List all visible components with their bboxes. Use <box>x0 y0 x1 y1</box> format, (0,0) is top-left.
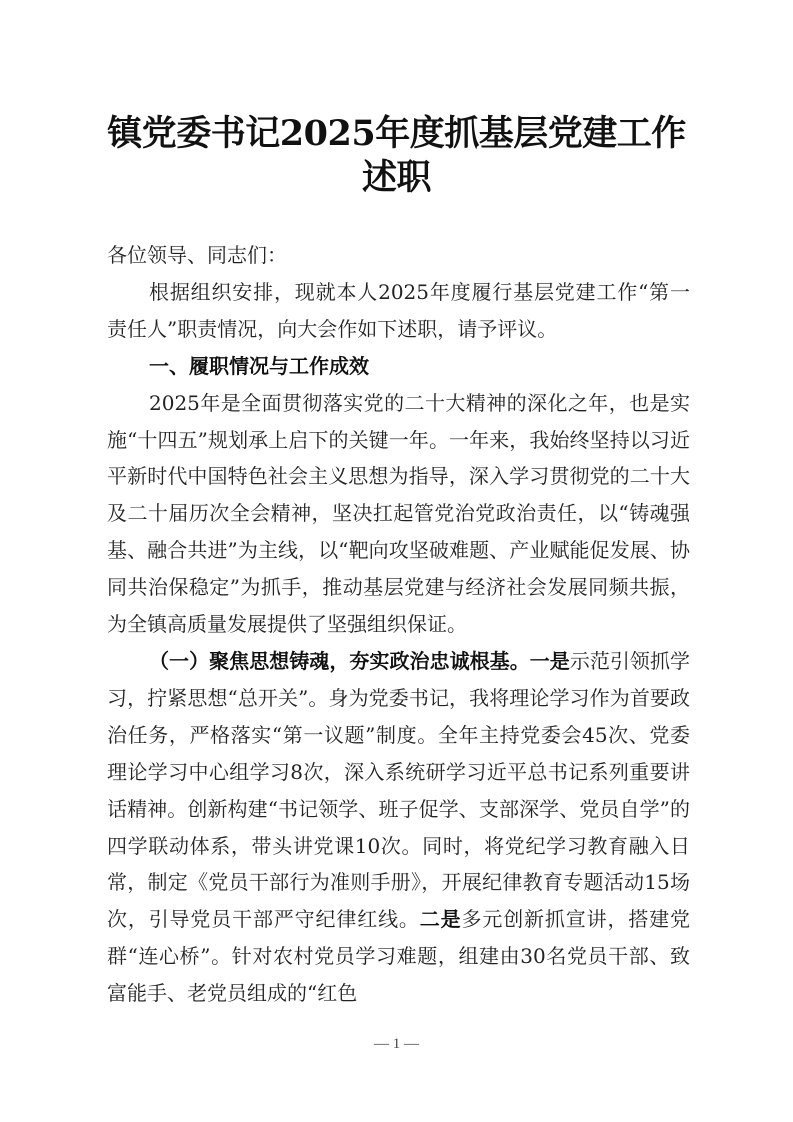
intro-paragraph: 根据组织安排，现就本人2025年度履行基层党建工作“第一责任人”职责情况，向大会作如下述职，请予评议。 <box>107 279 690 341</box>
salutation: 各位领导、同志们： <box>107 243 287 267</box>
subsection-paragraph <box>107 643 690 1012</box>
point-label: 一是 <box>529 648 570 673</box>
section-heading: 一、履职情况与工作成效 <box>149 353 369 378</box>
section-paragraph: 2025年是全面贯彻落实党的二十大精神的深化之年，也是实施“十四五”规划承上启下的关键一年。一年来，我始终坚持以习近平新时代中国特色社会主义思想为指导，深入学习贯彻党的二十大及二十届历次全会精神，坚决扛起管党治党政治责任，以“铸魂强基、融合共进”为主线，以“靶向攻坚破难题、产业赋能促发展、协同共治保稳定”为抓手，推动基层党建与经济社会发展同频共振，为全镇高质量发展提供了坚强组织保证。 <box>107 390 690 637</box>
point-label: 二是 <box>419 907 462 932</box>
document-body <box>107 237 690 1012</box>
point-text: 示范引领抓学习，拧紧思想“总开关”。身为党委书记，我将理论学习作为首要政治任务，严格落实“第一议题”制度。全年主持党委会45次、党委理论学习中心组学习8次，深入系统研学习近平总书记系列重要讲话精神。创新构建“书记领学、班子促学、支部深学、党员自学”的四学联动体系，带头讲党课10次。同时，将党纪学习教育融入日常，制定《党员干部行为准则手册》，开展纪律教育专题活动15场次，引导党员干部严守纪律红线。 <box>107 648 691 932</box>
point-text: 多元创新抓宣讲，搭建党群“连心桥”。针对农村党员学习难题，组建由30名党员干部、致富能手、老党员组成的“红色 <box>107 907 691 1006</box>
document-title: 镇党委书记2025年度抓基层党建工作述职 <box>107 113 686 198</box>
page-number: — 1 — <box>374 1036 419 1052</box>
subsection-heading: （一）聚焦思想铸魂，夯实政治忠诚根基。 <box>149 648 530 673</box>
